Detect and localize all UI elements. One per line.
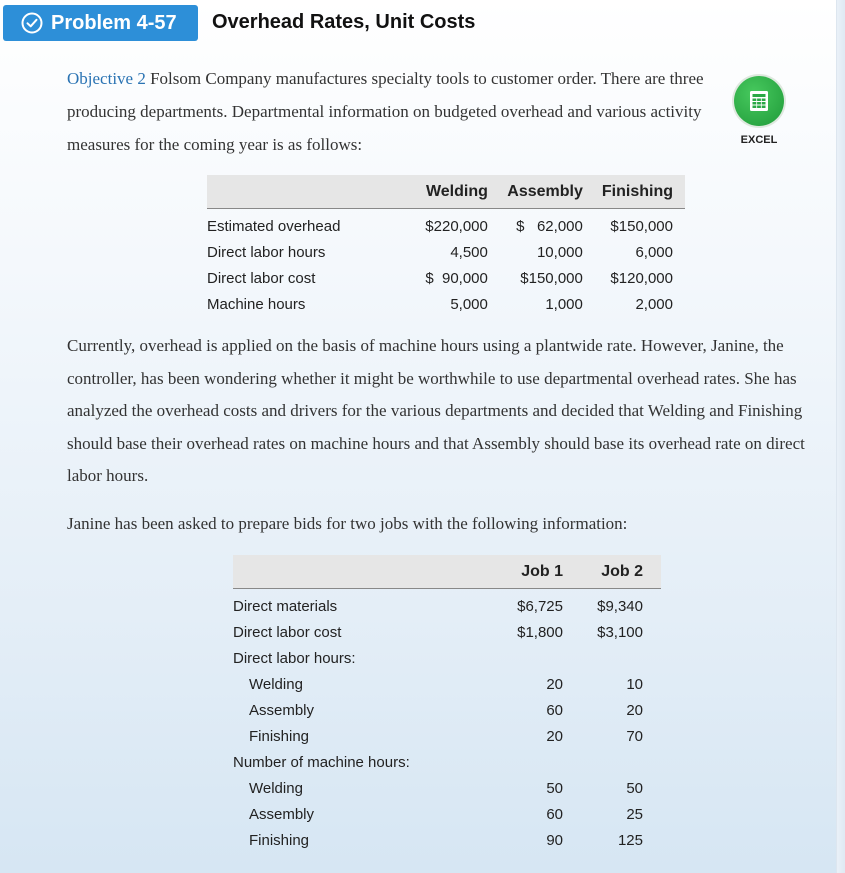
cell-value: 25 [626,805,643,823]
cell-value: 1,000 [545,295,583,313]
table-row [233,749,661,775]
cell-value: $220,000 [425,217,488,235]
row-label: Direct materials [233,597,338,615]
table-header-row [207,175,685,209]
header-blank [207,175,419,209]
excel-button[interactable] [730,76,788,146]
row-label: Direct labor hours [207,243,326,261]
row-label: Machine hours [207,295,306,313]
right-frame-border [836,0,845,873]
job-table [233,555,661,853]
problem-number: Problem 4-57 [51,11,177,34]
table-row [207,239,685,265]
table-row [233,645,661,671]
excel-icon[interactable] [734,76,784,126]
cell-value [501,645,581,671]
cell-value: $9,340 [597,597,643,615]
table-row [207,291,685,317]
header-job1: Job 1 [501,555,581,589]
table-row [233,827,661,853]
cell-value: $ 90,000 [425,269,488,287]
header-welding: Welding [419,175,500,209]
cell-value: 70 [626,727,643,745]
intro-paragraph [67,62,717,161]
check-circle-icon [21,12,43,34]
cell-value: $6,725 [517,597,563,615]
table-row [233,589,661,620]
cell-value: $120,000 [610,269,673,287]
excel-label[interactable]: EXCEL [740,134,778,146]
problem-badge [3,5,198,41]
table-header-row [233,555,661,589]
cell-value: 20 [546,727,563,745]
cell-value: 5,000 [450,295,488,313]
row-label: Estimated overhead [207,217,341,235]
cell-value: 10,000 [536,243,583,261]
paragraph-bids: Janine has been asked to prepare bids for two jobs with the following information: [67,514,628,533]
cell-value: $1,800 [517,623,563,641]
cell-value: $150,000 [520,269,583,287]
problem-header [0,0,845,46]
row-label: Finishing [249,831,310,849]
cell-value: 10 [626,675,643,693]
cell-value: 4,500 [450,243,488,261]
row-label: Welding [249,675,303,693]
problem-title: Overhead Rates, Unit Costs [212,11,476,33]
row-label: Direct labor hours: [233,649,356,667]
row-label: Number of machine hours: [233,753,410,771]
cell-value: 90 [546,831,563,849]
cell-value [581,645,661,671]
cell-value: 2,000 [635,295,673,313]
cell-value: 60 [546,805,563,823]
header-blank [233,555,501,589]
header-assembly: Assembly [500,175,595,209]
objective-link[interactable]: Objective 2 [67,69,146,88]
table-row [233,723,661,749]
row-label: Finishing [249,727,310,745]
cell-value: 125 [617,831,643,849]
table-row [233,775,661,801]
cell-value: $ 62,000 [516,217,583,235]
table-row [233,801,661,827]
spreadsheet-icon [747,89,771,113]
row-label: Assembly [249,805,315,823]
row-label: Welding [249,779,303,797]
cell-value: 60 [546,701,563,719]
table-row [233,619,661,645]
table-row [233,671,661,697]
header-finishing: Finishing [595,175,685,209]
header-job2: Job 2 [581,555,661,589]
row-label: Direct labor cost [233,623,342,641]
cell-value: 50 [546,779,563,797]
department-table [207,175,685,317]
cell-value [581,749,661,775]
cell-value: 20 [546,675,563,693]
cell-value: $150,000 [610,217,673,235]
cell-value: 20 [626,701,643,719]
table-row [207,265,685,291]
table-row [233,697,661,723]
intro-text: Folsom Company manufactures specialty tools to customer order. There are three producing departments. Departmental information on budgeted overhead and various activity measures for the coming year is as follows: [67,69,704,154]
cell-value: 6,000 [635,243,673,261]
row-label: Assembly [249,701,315,719]
cell-value: 50 [626,779,643,797]
row-label: Direct labor cost [207,269,316,287]
cell-value [501,749,581,775]
paragraph-plantwide-rate: Currently, overhead is applied on the basis of machine hours using a plantwide rate. However, Janine, the controller, has been wondering whether it might be worthwhile to use departmental overhead rates. She has analyzed the overhead costs and drivers for the various departments and decided that Welding and Finishing should base their overhead rates on machine hours and that Assembly should base its overhead rate on direct labor hours. [67,336,805,485]
table-row [207,209,685,240]
cell-value: $3,100 [597,623,643,641]
